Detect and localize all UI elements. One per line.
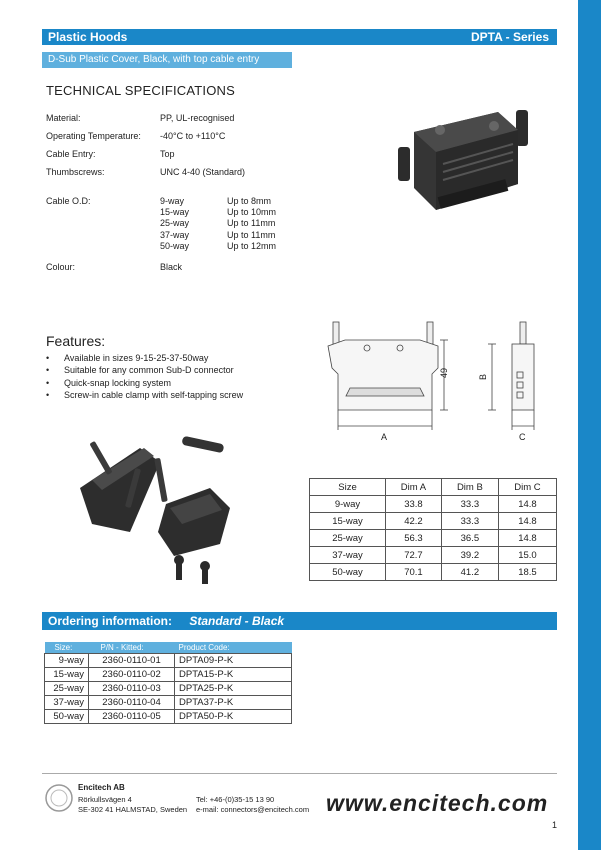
cell-size: 25-way (45, 681, 89, 695)
dimension-table (309, 478, 557, 581)
cell-size: 15-way (45, 667, 89, 681)
od-value: Up to 12mm (227, 240, 277, 251)
company-tel: Tel: +46-(0)35-15 13 90 (196, 795, 275, 804)
od-size: 9-way (160, 196, 185, 206)
table-row (310, 564, 557, 581)
cell-dim-b: 41.2 (441, 564, 498, 581)
thumb-value: UNC 4-40 (Standard) (160, 167, 246, 177)
entry-label: Cable Entry: (46, 149, 96, 159)
side-accent-bar (578, 0, 601, 850)
cell-code: DPTA09-P-K (175, 653, 292, 667)
od-label: Cable O.D: (46, 196, 91, 206)
cell-code: DPTA15-P-K (175, 667, 292, 681)
od-size: 37-way (160, 229, 190, 240)
ordering-table (44, 642, 292, 724)
cell-dim-a: 72.7 (386, 547, 442, 564)
colour-label: Colour: (46, 262, 76, 272)
cell-size: 9-way (45, 653, 89, 667)
subtitle-bar: D-Sub Plastic Cover, Black, with top cable entry (42, 52, 292, 68)
footer-divider (42, 773, 557, 774)
cell-dim-c: 14.8 (498, 513, 556, 530)
table-row (45, 681, 292, 695)
thumb-label: Thumbscrews: (46, 167, 105, 177)
cell-dim-a: 33.8 (386, 496, 442, 513)
od-value: Up to 11mm (227, 229, 276, 240)
feature-item: • Screw-in cable clamp with self-tapping screw (46, 390, 243, 402)
table-header-row (45, 642, 292, 653)
kit-photo (70, 428, 260, 588)
table-row (310, 513, 557, 530)
tech-heading: TECHNICAL SPECIFICATIONS (46, 83, 235, 98)
cell-size: 50-way (310, 564, 386, 581)
page-number: 1 (552, 820, 558, 830)
feature-item: • Quick-snap locking system (46, 378, 243, 390)
cell-dim-a: 42.2 (386, 513, 442, 530)
cell-dim-b: 39.2 (441, 547, 498, 564)
cell-size: 15-way (310, 513, 386, 530)
cell-size: 37-way (45, 695, 89, 709)
col-header: Size (310, 479, 386, 496)
material-value: PP, UL-recognised (160, 113, 235, 123)
col-header: P/N - Kitted: (89, 642, 175, 653)
od-value: Up to 10mm (227, 207, 277, 218)
od-size: 25-way (160, 218, 190, 229)
colour-value: Black (160, 262, 183, 272)
cell-size: 37-way (310, 547, 386, 564)
company-name: Encitech AB (78, 783, 125, 792)
brand-url: www.encitech.com (326, 790, 549, 816)
table-row (45, 653, 292, 667)
ordering-title: Ordering information: (48, 614, 172, 628)
cell-dim-c: 15.0 (498, 547, 556, 564)
dim-a-label: A (381, 432, 388, 442)
table-header-row (310, 479, 557, 496)
od-sizes (160, 196, 189, 252)
dimension-drawing (320, 318, 560, 448)
od-size: 15-way (160, 207, 190, 218)
dim-height-label: 49 (439, 367, 449, 378)
od-value: Up to 11mm (227, 218, 276, 229)
col-header: Size: (45, 642, 89, 653)
material-label: Material: (46, 113, 81, 123)
features-title: Features: (46, 333, 106, 349)
cell-dim-c: 14.8 (498, 530, 556, 547)
cell-dim-a: 56.3 (386, 530, 442, 547)
dim-b-label: B (478, 373, 488, 380)
feature-item: • Available in sizes 9-15-25-37-50way (46, 353, 243, 365)
ordering-header (42, 612, 557, 630)
col-header: Dim C (498, 479, 556, 496)
od-value: Up to 8mm (227, 196, 272, 206)
cell-dim-c: 18.5 (498, 564, 556, 581)
cell-code: DPTA37-P-K (175, 695, 292, 709)
table-row (45, 667, 292, 681)
od-values (227, 196, 276, 252)
od-size: 50-way (160, 240, 190, 251)
cell-size: 50-way (45, 709, 89, 723)
ordering-variant: Standard - Black (189, 614, 285, 628)
cell-code: DPTA25-P-K (175, 681, 292, 695)
certification-seal-icon (44, 783, 74, 813)
cell-pn: 2360-0110-05 (89, 709, 175, 723)
company-email: e-mail: connectors@encitech.com (196, 805, 310, 814)
table-row (45, 709, 292, 723)
company-street: Rörkullsvägen 4 (78, 795, 132, 804)
feature-item: • Suitable for any common Sub-D connector (46, 365, 243, 377)
cell-dim-b: 33.3 (441, 513, 498, 530)
cell-dim-a: 70.1 (386, 564, 442, 581)
page-header (42, 29, 557, 45)
page-title: Plastic Hoods (48, 30, 128, 44)
table-row (310, 496, 557, 513)
temp-label: Operating Temperature: (46, 131, 141, 141)
cell-pn: 2360-0110-04 (89, 695, 175, 709)
cell-size: 25-way (310, 530, 386, 547)
col-header: Product Code: (175, 642, 292, 653)
col-header: Dim B (441, 479, 498, 496)
series-label: DPTA - Series (470, 30, 549, 44)
dim-c-label: C (519, 432, 526, 442)
cell-dim-c: 14.8 (498, 496, 556, 513)
cell-pn: 2360-0110-02 (89, 667, 175, 681)
cell-size: 9-way (310, 496, 386, 513)
cell-code: DPTA50-P-K (175, 709, 292, 723)
cell-pn: 2360-0110-03 (89, 681, 175, 695)
table-row (310, 547, 557, 564)
company-city: SE-302 41 HALMSTAD, Sweden (78, 805, 188, 814)
cell-pn: 2360-0110-01 (89, 653, 175, 667)
cell-dim-b: 36.5 (441, 530, 498, 547)
table-row (45, 695, 292, 709)
cell-dim-b: 33.3 (441, 496, 498, 513)
features-list (46, 353, 243, 403)
table-row (310, 530, 557, 547)
hood-photo (388, 92, 538, 217)
temp-value: -40°C to +110°C (160, 131, 226, 141)
entry-value: Top (160, 149, 175, 159)
col-header: Dim A (386, 479, 442, 496)
